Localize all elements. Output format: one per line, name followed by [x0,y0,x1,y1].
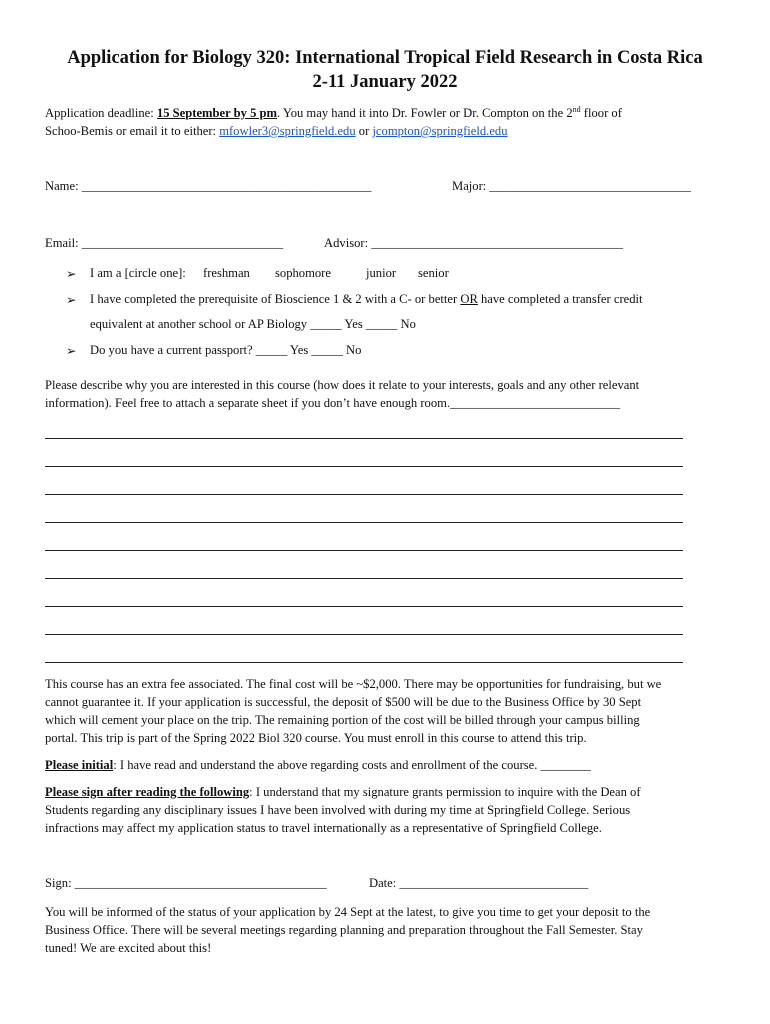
form-title: Application for Biology 320: International Tropical Field Research in Costa Rica [67,48,703,68]
bullet-arrow-icon: ➢ [66,267,77,281]
signature-field[interactable]: Sign: ________________________________________ [45,876,327,890]
interest-prompt-line-1: Please describe why you are interested in this course (how does it relate to your interests, goals and any other relevant [45,378,640,392]
year-option-junior[interactable]: junior [366,266,397,280]
cost-paragraph-line-2: cannot guarantee it. If your application is successful, the deposit of $500 will be due to the Business Office by 30 Sept [45,695,642,709]
closing-line-2: Business Office. There will be several meetings regarding planning and preparation throughout the Fall Semester. Stay [45,923,643,937]
passport-question[interactable]: Do you have a current passport? _____ Yes _____ No [90,343,362,357]
prereq-line-1: I have completed the prerequisite of Bioscience 1 & 2 with a C- or better OR have completed a transfer credit [90,292,643,306]
answer-line[interactable] [45,662,683,663]
sign-after-line-2: Students regarding any disciplinary issues I have been involved with during my time at Springfield College. Serious [45,803,631,817]
year-label: I am a [circle one]: [90,266,186,280]
closing-line-3: tuned! We are excited about this! [45,941,212,955]
email-field[interactable]: Email: ________________________________ [45,236,284,250]
advisor-field[interactable]: Advisor: ________________________________________ [324,236,624,250]
sign-after-line-1: Please sign after reading the following: I understand that my signature grants permission to inquire with the Dean of [45,785,641,799]
answer-line[interactable] [45,634,683,635]
form-dates: 2-11 January 2022 [312,72,458,92]
prereq-line-2[interactable]: equivalent at another school or AP Biology _____ Yes _____ No [90,317,416,331]
deadline-date: 15 September by 5 pm [156,106,278,120]
answer-line[interactable] [45,438,683,439]
cost-paragraph-line-3: which will cement your place on the trip. The remaining portion of the cost will be billed through your campus billing [45,713,640,727]
sign-after-line-3: infractions may affect my application status to travel internationally as a representative of Springfield College. [45,821,602,835]
deadline-line-1: Application deadline: 15 September by 5 pm. You may hand it into Dr. Fowler or Dr. Compton on the 2nd floor of [45,104,622,120]
bullet-arrow-icon: ➢ [66,293,77,307]
answer-line[interactable] [45,494,683,495]
email-link-compton[interactable]: jcompton@springfield.edu [372,124,508,138]
cost-paragraph-line-4: portal. This trip is part of the Spring 2022 Biol 320 course. You must enroll in this course to attend this trip. [45,731,587,745]
closing-line-1: You will be informed of the status of your application by 24 Sept at the latest, to give you time to get your deposit to the [45,905,651,919]
interest-prompt-line-2[interactable]: information). Feel free to attach a separate sheet if you don’t have enough room.___________________________ [45,396,621,410]
year-option-sophomore[interactable]: sophomore [275,266,331,280]
answer-line[interactable] [45,578,683,579]
major-field[interactable]: Major: ________________________________ [452,179,691,193]
answer-line[interactable] [45,550,683,551]
answer-line[interactable] [45,466,683,467]
email-link-fowler[interactable]: mfowler3@springfield.edu [219,124,356,138]
answer-line[interactable] [45,606,683,607]
initial-line[interactable]: Please initial: I have read and understand the above regarding costs and enrollment of the course. ________ [45,758,591,772]
year-option-senior[interactable]: senior [418,266,449,280]
date-field[interactable]: Date: ______________________________ [369,876,589,890]
year-option-freshman[interactable]: freshman [203,266,250,280]
name-field[interactable]: Name: ______________________________________________ [45,179,372,193]
bullet-arrow-icon: ➢ [66,344,77,358]
deadline-line-2: Schoo-Bemis or email it to either: mfowler3@springfield.edu or jcompton@springfield.edu [45,124,508,138]
answer-line[interactable] [45,522,683,523]
cost-paragraph-line-1: This course has an extra fee associated. The final cost will be ~$2,000. There may be opportunities for fundraising, but we [45,677,662,691]
